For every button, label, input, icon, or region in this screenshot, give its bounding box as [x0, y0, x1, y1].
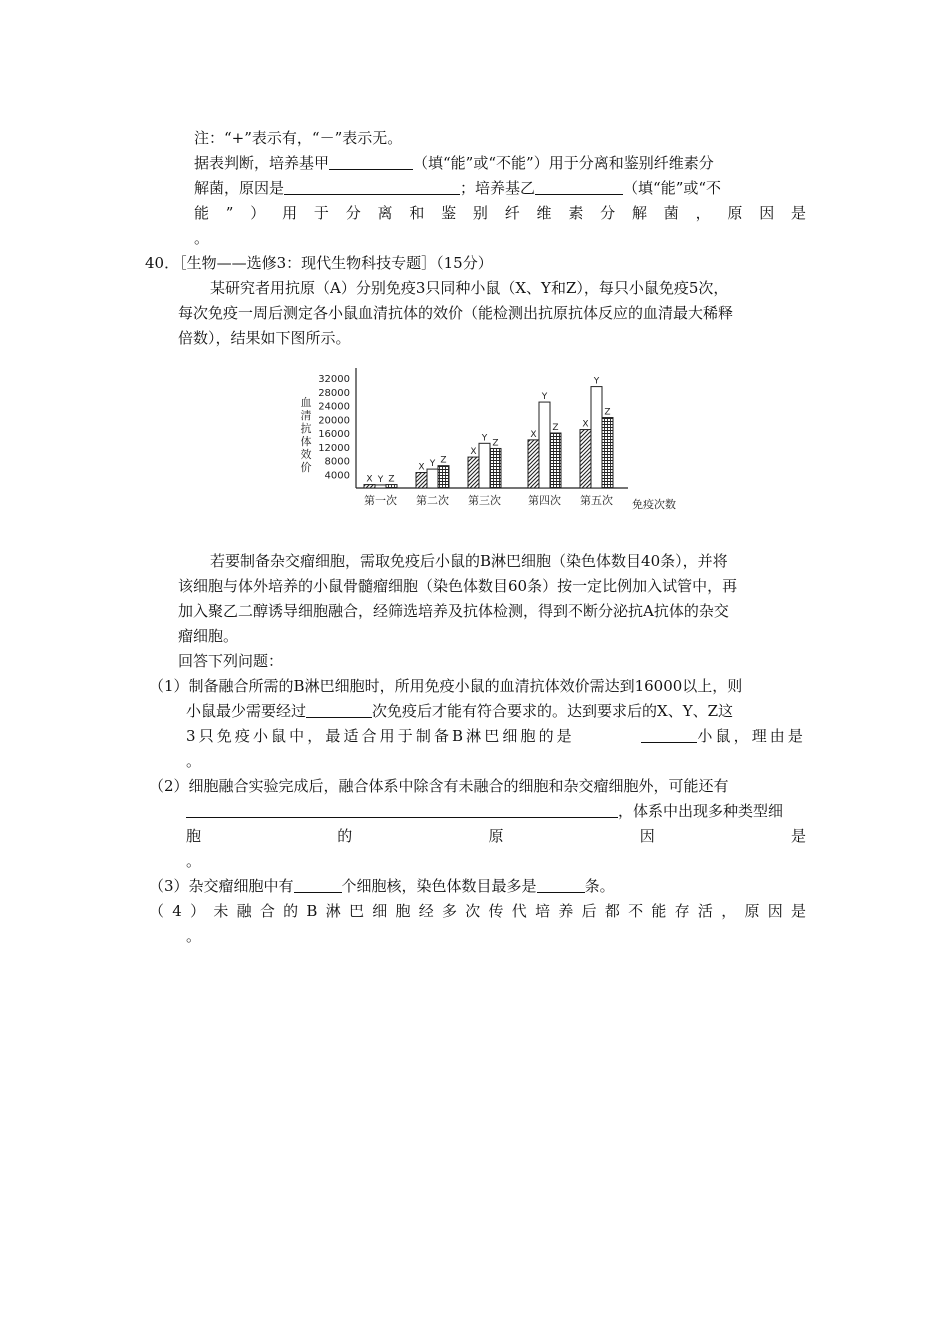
q40-intro-1: 某研究者用抗原（A）分别免疫3只同种小鼠（X、Y和Z），每只小鼠免疫5次，	[210, 279, 729, 297]
bar-z-2	[438, 466, 449, 488]
q40-s1-l2-b: 次免疫后才能有符合要求的。达到要求后的X、Y、Z这	[372, 702, 734, 720]
q39-note: 注：“+”表示有，“－”表示无。	[194, 129, 403, 147]
q39-l2-text-a: 解菌，原因是	[194, 179, 285, 197]
q39-l1-text-a: 据表判断，培养基甲	[194, 154, 330, 172]
q39-line-2	[194, 177, 721, 199]
bar-series-label: Y	[429, 459, 436, 470]
x-tick-label: 第一次	[364, 494, 397, 507]
bar-series-label: Z	[388, 474, 395, 485]
antibody-titer-chart	[298, 364, 698, 514]
bar-z-4	[550, 433, 561, 488]
q40-intro-2: 每次免疫一周后测定各小鼠血清抗体的效价（能检测出抗原抗体反应的血清最大稀释	[178, 304, 734, 322]
q40-header: 40．［生物——选修3：现代生物科技专题］（15分）	[145, 254, 493, 272]
q40-para-2: 该细胞与体外培养的小鼠骨髓瘤细胞（染色体数目60条）按一定比例加入试管中，再	[178, 577, 738, 595]
x-tick-label: 第二次	[416, 494, 449, 507]
q40-s3-c: 条。	[584, 877, 615, 895]
bar-y-1	[375, 485, 386, 488]
bar-series-label: Z	[604, 407, 611, 418]
q40-s4-line-1: （4）未融合的B淋巴细胞经多次传代培养后都不能存活，原因是	[149, 902, 806, 920]
bar-y-4	[539, 402, 550, 488]
q39-blank-reason-a[interactable]	[284, 179, 460, 195]
bar-y-2	[427, 469, 438, 488]
bar-series-label: Z	[552, 423, 559, 433]
y-axis-title-char: 效	[300, 448, 312, 461]
q40-s1-line-4: 。	[186, 752, 202, 770]
y-axis-title-char: 抗	[300, 422, 312, 435]
q40-answer-prompt: 回答下列问题：	[178, 652, 284, 670]
y-tick-label: 4000	[324, 470, 350, 482]
bar-series-label: Y	[377, 474, 384, 485]
bar-x-1	[364, 485, 375, 488]
q40-s3-line	[149, 875, 615, 897]
bar-series-label: X	[366, 474, 373, 485]
q40-s2-blank-cells[interactable]	[186, 802, 618, 818]
q40-s3-a: （3）杂交瘤细胞中有	[149, 877, 294, 895]
bar-series-label: Y	[481, 433, 488, 444]
q40-para-4: 瘤细胞。	[178, 627, 239, 645]
bar-series-label: Z	[440, 455, 447, 466]
q39-blank-medium-a-answer[interactable]	[329, 154, 413, 170]
bar-series-label: X	[418, 462, 425, 473]
q40-s2-line-3: 胞的原因是	[186, 827, 806, 845]
q40-s2-line-4: 。	[186, 852, 202, 870]
bar-z-5	[602, 418, 613, 488]
y-axis-title-char: 价	[300, 461, 312, 474]
bar-series-label: Y	[541, 392, 548, 403]
bar-series-label: X	[582, 419, 589, 430]
q40-para-3: 加入聚乙二醇诱导细胞融合，经筛选培养及抗体检测，得到不断分泌抗A抗体的杂交	[178, 602, 729, 620]
q40-s1-l3-a: 3只免疫小鼠中，最适合用于制备B淋巴细胞的是	[186, 727, 575, 745]
bar-z-1	[386, 485, 397, 488]
q40-s3-blank-chromosomes[interactable]	[537, 877, 585, 893]
x-tick-label: 第四次	[528, 494, 561, 507]
q40-s1-l3-b: 小鼠，理由是	[697, 727, 806, 745]
q40-s1-line-1: （1）制备融合所需的B淋巴细胞时，所用免疫小鼠的血清抗体效价需达到16000以上，则	[149, 677, 743, 695]
bar-x-2	[416, 473, 427, 488]
x-tick-label: 第五次	[580, 494, 613, 507]
y-tick-label: 20000	[318, 415, 350, 427]
q39-line-3: 能”）用于分离和鉴别纤维素分解菌，原因是	[194, 204, 806, 222]
bar-x-5	[580, 430, 591, 488]
y-axis-title-char: 血	[300, 396, 312, 409]
q39-l1-text-b: （填“能”或“不能”）用于分离和鉴别纤维素分	[413, 154, 714, 172]
q40-s4-line-2: 。	[186, 927, 202, 945]
q40-s2-l2-text: ，体系中出现多种类型细	[618, 802, 784, 820]
q40-intro-3: 倍数），结果如下图所示。	[178, 329, 351, 347]
q40-s3-b: 个细胞核，染色体数目最多是	[341, 877, 537, 895]
q39-blank-medium-b-answer[interactable]	[535, 179, 623, 195]
q40-s3-blank-nuclei[interactable]	[294, 877, 342, 893]
bar-series-label: Y	[593, 376, 600, 387]
q40-s2-line-1: （2）细胞融合实验完成后，融合体系中除含有未融合的细胞和杂交瘤细胞外，可能还有	[149, 777, 729, 795]
q40-s1-l2-a: 小鼠最少需要经过	[186, 702, 307, 720]
y-tick-label: 12000	[318, 442, 350, 454]
y-tick-label: 16000	[318, 429, 350, 440]
x-axis-title: 免疫次数	[632, 498, 676, 511]
bar-y-3	[479, 443, 490, 488]
q40-para-1: 若要制备杂交瘤细胞，需取免疫后小鼠的B淋巴细胞（染色体数目40条），并将	[210, 552, 728, 570]
q40-s1-blank-mouse[interactable]	[641, 727, 697, 743]
q39-l2-text-b: ；培养基乙	[460, 179, 536, 197]
y-axis-title-char: 清	[300, 409, 312, 422]
y-tick-label: 8000	[324, 456, 350, 468]
y-tick-label: 32000	[318, 374, 350, 385]
q39-line-1	[194, 152, 714, 174]
q39-l2-text-c: （填“能”或“不	[623, 179, 722, 197]
y-axis-title-char: 体	[300, 435, 312, 448]
q40-s1-blank-times[interactable]	[306, 702, 372, 718]
q40-s1-line-3	[186, 725, 806, 747]
y-axis-title	[301, 396, 312, 474]
bar-series-label: X	[470, 447, 477, 458]
bar-z-3	[490, 448, 501, 488]
y-tick-label: 24000	[318, 401, 350, 413]
bar-series-label: Z	[492, 438, 499, 449]
bar-series-label: X	[530, 429, 537, 440]
y-tick-label: 28000	[318, 387, 350, 399]
q40-s2-line-2	[186, 800, 783, 822]
bar-x-4	[528, 440, 539, 488]
q39-line-4: 。	[194, 229, 210, 247]
bar-x-3	[468, 457, 479, 488]
bar-y-5	[591, 387, 602, 488]
q40-s1-line-2	[186, 700, 733, 722]
x-tick-label: 第三次	[468, 494, 501, 507]
